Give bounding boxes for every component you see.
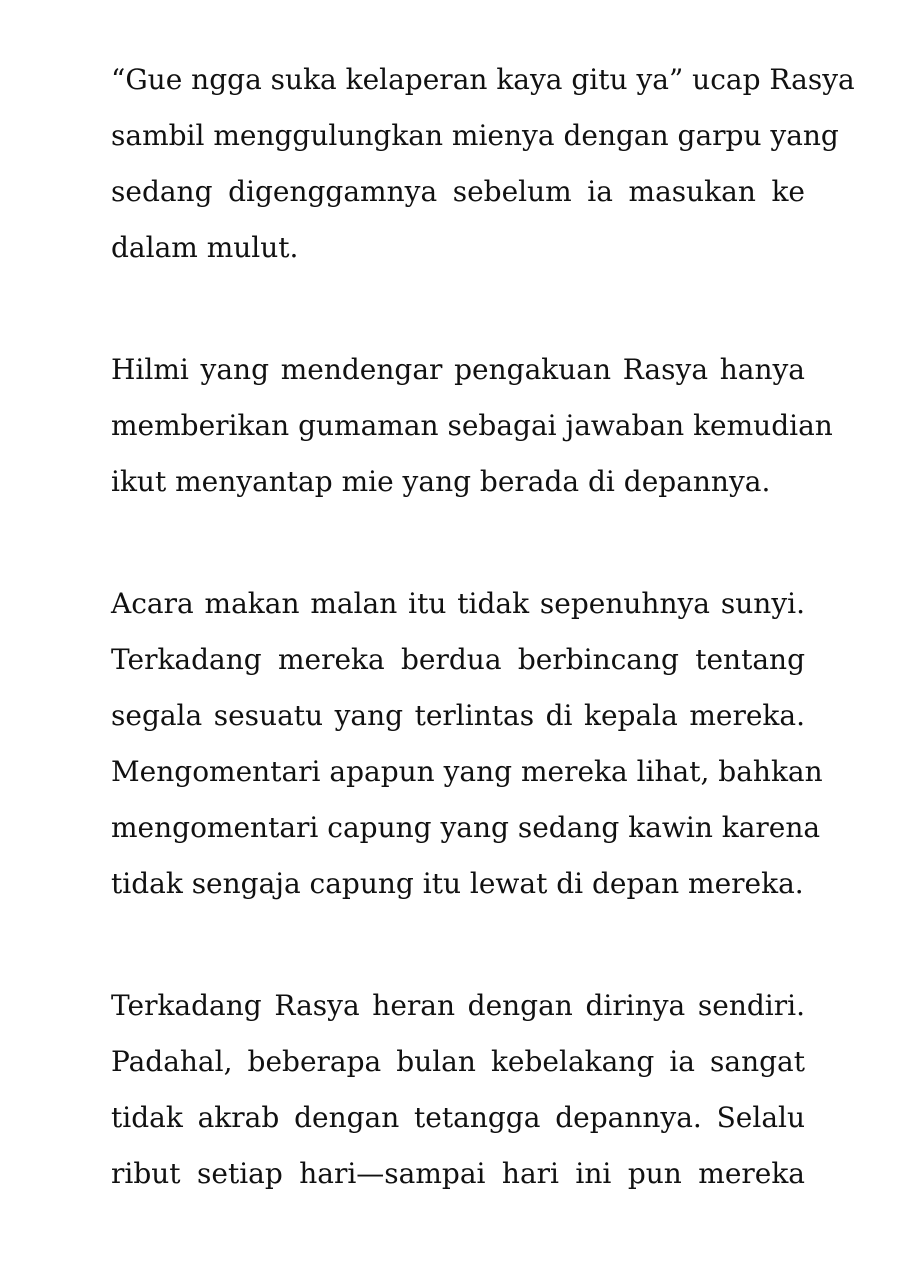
text-line: ribut setiap hari—sampai hari ini pun mereka [111,1157,805,1190]
text-line: tidak sengaja capung itu lewat di depan mereka. [111,867,804,900]
text-line: Padahal, beberapa bulan kebelakang ia sangat [111,1045,805,1078]
paragraph-3 [111,576,823,912]
text-line: Terkadang mereka berdua berbincang tentang [111,643,805,676]
paragraph-4 [111,978,805,1202]
text-line: Terkadang Rasya heran dengan dirinya sendiri. [111,989,805,1022]
text-line: sambil menggulungkan mienya dengan garpu yang [111,119,839,152]
text-line: mengomentari capung yang sedang kawin karena [111,811,821,844]
text-line: Mengomentari apapun yang mereka lihat, bahkan [111,755,823,788]
text-line: tidak akrab dengan tetangga depannya. Selalu [111,1101,805,1134]
text-line: segala sesuatu yang terlintas di kepala mereka. [111,699,805,732]
paragraph-2 [111,342,833,510]
text-line: “Gue ngga suka kelaperan kaya gitu ya” ucap Rasya [111,63,855,96]
text-line: dalam mulut. [111,231,299,264]
text-line: Acara makan malan itu tidak sepenuhnya sunyi. [111,587,805,620]
paragraph-1 [111,52,855,276]
text-line: ikut menyantap mie yang berada di depannya. [111,465,771,498]
text-line: sedang digenggamnya sebelum ia masukan ke [111,175,805,208]
text-line: memberikan gumaman sebagai jawaban kemudian [111,409,833,442]
text-line: Hilmi yang mendengar pengakuan Rasya hanya [111,353,805,386]
document-page [111,52,855,1268]
